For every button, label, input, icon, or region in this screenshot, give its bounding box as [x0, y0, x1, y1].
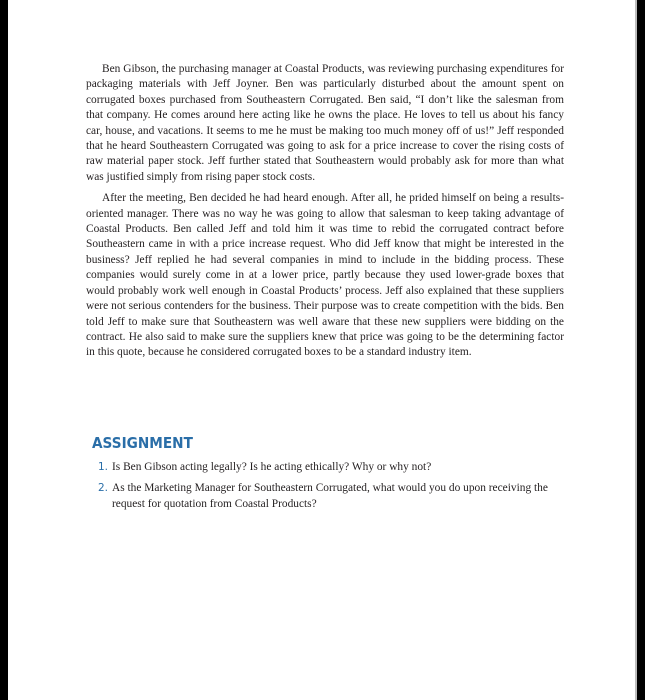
document-page [8, 0, 635, 700]
assignment-item-text: Is Ben Gibson acting legally? Is he acting ethically? Why or why not? [112, 461, 432, 473]
case-paragraph-2: After the meeting, Ben decided he had heard enough. After all, he prided himself on being a results-oriented manager. There was no way he was going to allow that salesman to keep taking advantage of Coastal Products. Ben called Jeff and told him it was time to rebid the corrugated contract before Southeastern came in with a price increase request. Who did Jeff know that might be interested in the business? Jeff replied he had several companies in mind to include in the bidding process. These companies would surely come in at a lower price, partly because they used lower-grade boxes that would probably work well enough in Coastal Products’ process. Jeff also explained that these suppliers were not serious contenders for the business. Their purpose was to create competition with the bids. Ben told Jeff to make sure that Southeastern was well aware that these new suppliers were bidding on the contract. He also said to make sure the suppliers knew that price was going to be the determining factor in this quote, because he considered corrugated boxes to be a standard industry item. [86, 192, 564, 359]
assignment-item-1 [98, 460, 558, 475]
assignment-item-number: 2. [98, 482, 109, 495]
assignment-item-text: As the Marketing Manager for Southeastern Corrugated, what would you do upon receiving the request for quotation from Coastal Products? [112, 482, 548, 510]
assignment-heading: ASSIGNMENT [92, 434, 193, 452]
assignment-item-2 [98, 481, 558, 512]
assignment-list [98, 460, 558, 518]
assignment-item-number: 1. [98, 461, 109, 473]
case-paragraph-1: Ben Gibson, the purchasing manager at Coastal Products, was reviewing purchasing expenditures for packaging materials with Jeff Joyner. Ben was particularly disturbed about the amount spent on corrugated boxes purchased from Southeastern Corrugated. Ben said, “I don’t like the salesman from that company. He comes around here acting like he owns the place. He loves to tell us about his fancy car, house, and vacations. It seems to me he must be making too much money off of us!” Jeff responded that he heard Southeastern Corrugated was going to ask for a price increase to cover the rising costs of raw material paper stock. Jeff further stated that Southeastern would probably ask for more than what was justified simply from rising paper stock costs. [86, 63, 564, 183]
page-edge-divider [635, 0, 637, 700]
case-body [86, 62, 564, 367]
